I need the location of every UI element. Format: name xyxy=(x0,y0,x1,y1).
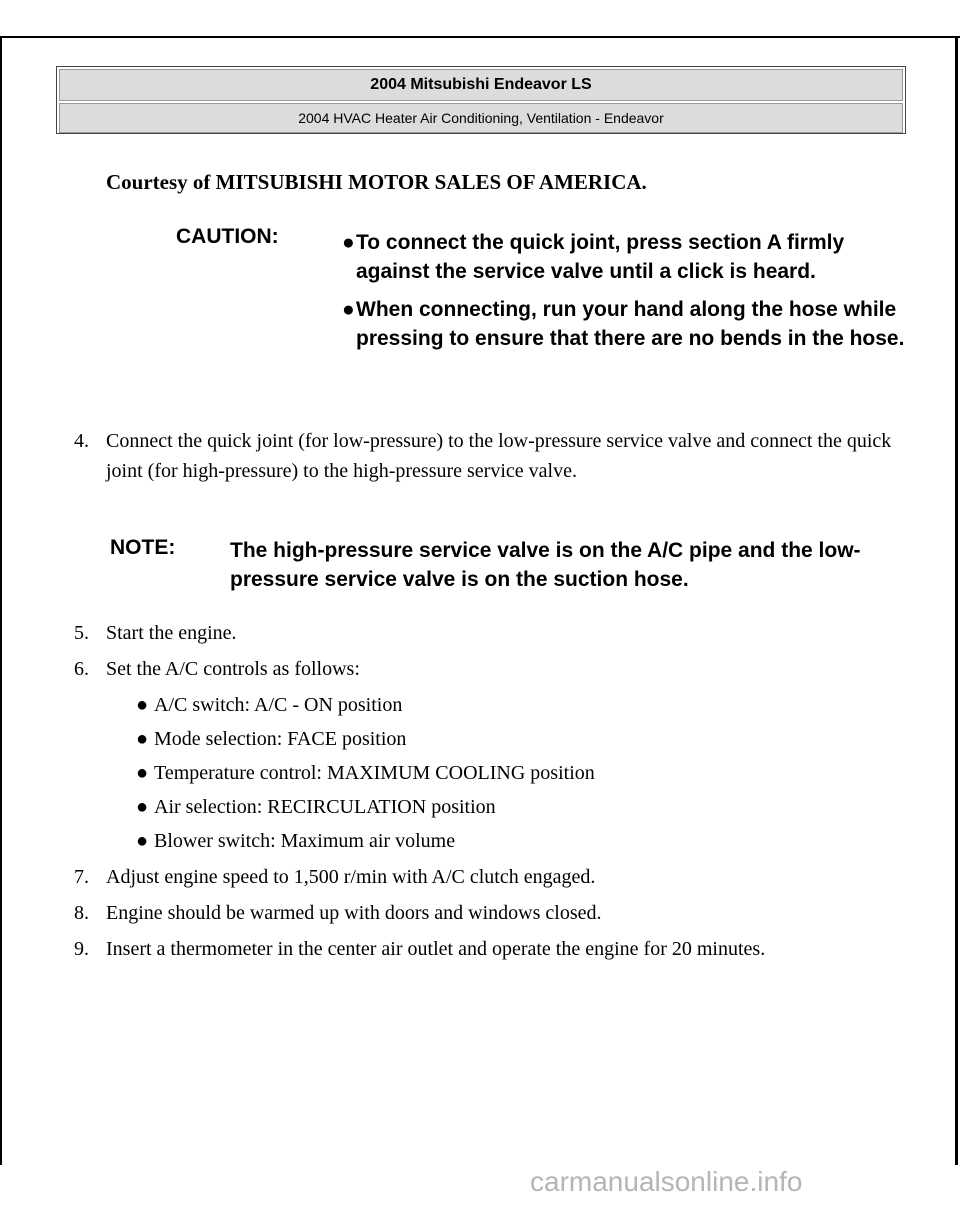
step-number: 9. xyxy=(74,938,89,960)
bullet-icon: ● xyxy=(136,694,149,716)
bullet-icon: ● xyxy=(342,231,355,254)
ac-setting-item xyxy=(106,792,894,822)
procedure-step xyxy=(74,426,894,486)
procedure-step xyxy=(74,654,894,856)
caution-item xyxy=(322,295,922,353)
page-border-left xyxy=(0,36,2,1165)
procedure-step xyxy=(74,862,894,892)
caution-item-text: When connecting, run your hand along the hose while pressing to ensure that there are no bends in the hose. xyxy=(356,298,905,350)
bullet-icon: ● xyxy=(136,830,149,852)
ac-setting-text: A/C switch: A/C - ON position xyxy=(154,694,403,716)
bullet-icon: ● xyxy=(136,728,149,750)
step-number: 7. xyxy=(74,866,89,888)
procedure-step xyxy=(74,934,894,964)
note-label: NOTE: xyxy=(110,536,176,559)
step-text: Engine should be warmed up with doors and windows closed. xyxy=(106,902,602,924)
page-border-right xyxy=(955,36,958,1165)
step-text: Adjust engine speed to 1,500 r/min with A/C clutch engaged. xyxy=(106,866,596,888)
ac-setting-text: Blower switch: Maximum air volume xyxy=(154,830,456,852)
document-header xyxy=(56,66,906,134)
step-number: 5. xyxy=(74,622,89,644)
ac-setting-item xyxy=(106,690,894,720)
watermark: carmanualsonline.info xyxy=(530,1166,803,1197)
caution-item-text: To connect the quick joint, press section A firmly against the service valve until a click is heard. xyxy=(356,231,845,283)
courtesy-line: Courtesy of MITSUBISHI MOTOR SALES OF AMERICA. xyxy=(106,170,647,194)
header-title: 2004 Mitsubishi Endeavor LS xyxy=(59,69,903,101)
caution-list xyxy=(322,228,922,362)
step-number: 6. xyxy=(74,658,89,680)
step-number: 8. xyxy=(74,902,89,924)
step-text: Insert a thermometer in the center air outlet and operate the engine for 20 minutes. xyxy=(106,938,766,960)
step-text: Set the A/C controls as follows: xyxy=(106,658,360,680)
ac-setting-item xyxy=(106,758,894,788)
bullet-icon: ● xyxy=(136,762,149,784)
caution-label: CAUTION: xyxy=(176,225,279,248)
caution-item xyxy=(322,228,922,286)
ac-setting-text: Mode selection: FACE position xyxy=(154,728,407,750)
ac-setting-item xyxy=(106,724,894,754)
bullet-icon: ● xyxy=(136,796,149,818)
procedure-steps-part-2 xyxy=(74,618,894,970)
step-number: 4. xyxy=(74,430,89,452)
procedure-step xyxy=(74,618,894,648)
step-text: Connect the quick joint (for low-pressure) to the low-pressure service valve and connect the quick joint (for high-pressure) to the high-pressure service valve. xyxy=(106,430,892,482)
header-subtitle: 2004 HVAC Heater Air Conditioning, Ventilation - Endeavor xyxy=(59,103,903,133)
page-border-top xyxy=(0,36,960,38)
bullet-icon: ● xyxy=(342,298,355,321)
ac-setting-text: Temperature control: MAXIMUM COOLING position xyxy=(154,762,595,784)
step-text: Start the engine. xyxy=(106,622,237,644)
note-text: The high-pressure service valve is on the A/C pipe and the low-pressure service valve is on the suction hose. xyxy=(230,539,861,591)
procedure-steps-part-1 xyxy=(74,426,894,492)
ac-settings-list xyxy=(106,690,894,856)
ac-setting-text: Air selection: RECIRCULATION position xyxy=(154,796,496,818)
procedure-step xyxy=(74,898,894,928)
ac-setting-item xyxy=(106,826,894,856)
